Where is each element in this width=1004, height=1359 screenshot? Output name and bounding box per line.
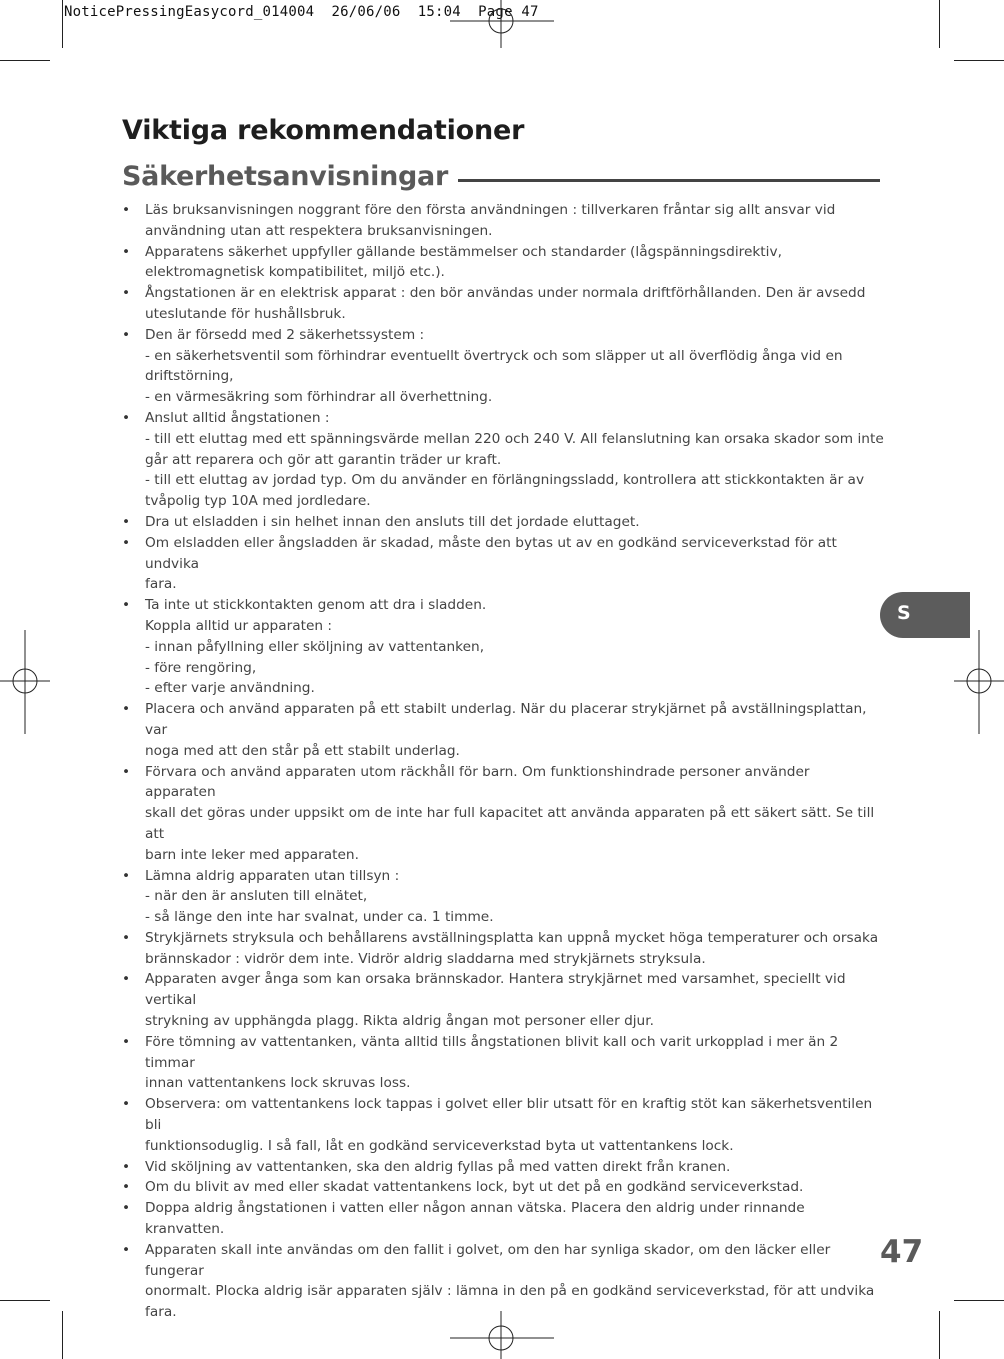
list-item-line: Apparaten skall inte användas om den fallit i golvet, om den har synliga skador, om den läcker eller fungerar [145, 1241, 831, 1279]
list-item-line: brännskador : vidrör dem inte. Vidrör aldrig sladdarna med strykjärnets stryksula. [145, 950, 706, 967]
list-item [122, 512, 884, 533]
list-item-line: Doppa aldrig ångstationen i vatten eller någon annan vätska. Placera den aldrig under rinnande kranvatten. [145, 1200, 805, 1238]
list-item [122, 1240, 884, 1323]
bullet-icon: • [122, 867, 131, 884]
list-item-line: Om du blivit av med eller skadat vattentankens lock, byt ut det på en godkänd serviceverkstad. [145, 1179, 804, 1196]
list-item [122, 283, 884, 325]
list-item-line: Apparatens säkerhet uppfyller gällande bestämmelser och standarder (lågspänningsdirektiv, [145, 243, 782, 260]
list-item-line: uteslutande för hushållsbruk. [145, 305, 346, 322]
list-item-line: Placera och använd apparaten på ett stabilt underlag. När du placerar strykjärnet på avställningsplattan, var [145, 701, 867, 738]
page-title: Viktiga rekommendationer [122, 115, 525, 146]
list-item-line: - en värmesäkring som förhindrar all överhettning. [145, 389, 493, 406]
list-item [122, 200, 884, 242]
list-item-line: driftstörning, [145, 368, 234, 385]
list-item-line: elektromagnetisk kompatibilitet, miljö etc.). [145, 264, 445, 281]
registration-mark-left [0, 630, 50, 734]
list-item-line: går att reparera och gör att garantin träder ur kraft. [145, 451, 502, 468]
bullet-icon: • [122, 1033, 131, 1050]
list-item [122, 928, 884, 970]
list-item-line: strykning av upphängda plagg. Rikta aldrig ångan mot personer eller djur. [145, 1013, 654, 1030]
list-item-line: Apparaten avger ånga som kan orsaka brännskador. Hantera strykjärnet med varsamhet, speciellt vid vertikal [145, 971, 846, 1009]
list-item-line: tvåpolig typ 10A med jordledare. [145, 493, 371, 510]
bullet-icon: • [122, 1241, 131, 1258]
list-item [122, 699, 884, 761]
list-item-line: - före rengöring, [145, 659, 257, 676]
bullet-icon: • [122, 202, 131, 218]
bullet-icon: • [122, 763, 131, 780]
safety-instructions-list [122, 200, 884, 1323]
bullet-icon: • [122, 1179, 131, 1196]
list-item-line: noga med att den står på ett stabilt underlag. [145, 742, 460, 759]
list-item-line: skall det göras under uppsikt om de inte har full kapacitet att använda apparaten på ett säkert sätt. Se till att [145, 805, 875, 842]
list-item-line: Läs bruksanvisningen noggrant före den första användningen : tillverkaren fråntar sig allt ansvar vid [145, 202, 836, 218]
list-item [122, 1157, 884, 1178]
list-item-line: innan vattentankens lock skruvas loss. [145, 1075, 411, 1092]
list-item-line: - innan påfyllning eller sköljning av vattentanken, [145, 638, 485, 655]
list-item-line: användning utan att respektera bruksanvisningen. [145, 222, 493, 239]
list-item-line: funktionsoduglig. I så fall, låt en godkänd serviceverkstad byta ut vattentankens lock. [145, 1137, 734, 1154]
list-item-line: Den är försedd med 2 säkerhetssystem : [145, 326, 425, 343]
bullet-icon: • [122, 929, 131, 946]
list-item [122, 242, 884, 284]
list-item-line: onormalt. Plocka aldrig isär apparaten själv : lämna in den på en godkänd serviceverkstad, för att undvika [145, 1283, 875, 1300]
registration-mark-top [450, 0, 554, 48]
list-item-line: - en säkerhetsventil som förhindrar eventuellt övertryck och som släpper ut all överflödig ånga vid en [145, 347, 843, 364]
list-item-line: Förvara och använd apparaten utom räckhåll för barn. Om funktionshindrade personer använder apparaten [145, 763, 810, 801]
bullet-icon: • [122, 285, 131, 302]
list-item-line: Före tömning av vattentanken, vänta alltid tills ångstationen blivit kall och varit urkopplad i mer än 2 timmar [145, 1033, 839, 1071]
bullet-icon: • [122, 326, 131, 343]
list-item [122, 325, 884, 408]
bullet-icon: • [122, 971, 131, 988]
list-item-line: Om elsladden eller ångsladden är skadad, måste den bytas ut av en godkänd serviceverkstad för att undvika [145, 534, 837, 572]
list-item [122, 1177, 884, 1198]
list-item-line: Strykjärnets stryksula och behållarens avställningsplatta kan uppnå mycket höga temperaturer och orsaka [145, 929, 879, 946]
list-item-line: Ångstationen är en elektrisk apparat : den bör användas under normala driftförhållanden. Den är avsedd [145, 285, 866, 302]
bullet-icon: • [122, 409, 131, 426]
list-item-line: Dra ut elsladden i sin helhet innan den ansluts till det jordade eluttaget. [145, 513, 640, 530]
list-item-line: Observera: om vattentankens lock tappas i golvet eller blir utsatt för en kraftig stöt kan säkerhetsventilen bli [145, 1096, 873, 1134]
list-item [122, 595, 884, 699]
list-item-line: - till ett eluttag av jordad typ. Om du använder en förlängningssladd, kontrollera att stickkontakten är av [145, 472, 865, 489]
print-slug-line: NoticePressingEasycord_014004 26/06/06 15:04 Page 47 [64, 4, 539, 20]
list-item-line: - efter varje användning. [145, 680, 315, 697]
bullet-icon: • [122, 1200, 131, 1217]
list-item-line: fara. [145, 1304, 177, 1321]
bullet-icon: • [122, 243, 131, 260]
list-item-line: fara. [145, 576, 177, 593]
registration-mark-right [954, 630, 1004, 734]
list-item-line: Vid sköljning av vattentanken, ska den aldrig fyllas på med vatten direkt från kranen. [145, 1158, 731, 1175]
page-number: 47 [880, 1234, 924, 1270]
bullet-icon: • [122, 534, 131, 551]
list-item-line: barn inte leker med apparaten. [145, 846, 359, 863]
list-item-line: - till ett eluttag med ett spänningsvärde mellan 220 och 240 V. All felanslutning kan orsaka skador som inte [145, 430, 884, 447]
list-item-line: Lämna aldrig apparaten utan tillsyn : [145, 867, 400, 884]
list-item [122, 1032, 884, 1094]
list-item-line: - när den är ansluten till elnätet, [145, 888, 368, 905]
heading-rule [427, 179, 880, 182]
section-heading: Säkerhetsanvisningar [122, 161, 458, 192]
list-item [122, 1198, 884, 1240]
bullet-icon: • [122, 701, 131, 718]
bullet-icon: • [122, 1158, 131, 1175]
list-item-line: Ta inte ut stickkontakten genom att dra i sladden. [145, 597, 487, 614]
language-tab [880, 592, 970, 638]
list-item [122, 533, 884, 595]
list-item-line: - så länge den inte har svalnat, under ca. 1 timme. [145, 909, 494, 926]
list-item [122, 866, 884, 928]
section-heading-row [122, 161, 880, 197]
list-item [122, 1094, 884, 1156]
bullet-icon: • [122, 597, 131, 614]
list-item-line: Koppla alltid ur apparaten : [145, 617, 333, 634]
list-item-line: Anslut alltid ångstationen : [145, 409, 330, 426]
bullet-icon: • [122, 513, 131, 530]
list-item [122, 408, 884, 512]
list-item [122, 969, 884, 1031]
bullet-icon: • [122, 1096, 131, 1113]
list-item [122, 762, 884, 866]
language-tab-label: S [897, 602, 911, 624]
